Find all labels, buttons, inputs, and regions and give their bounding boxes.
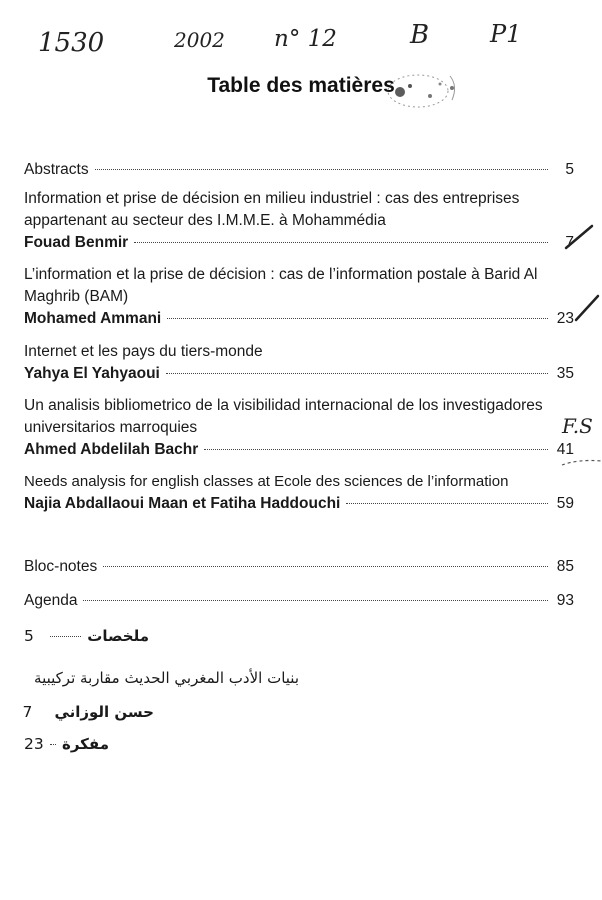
toc-entry-bloc-notes[interactable] (24, 556, 574, 578)
toc-entry[interactable] (24, 341, 574, 385)
toc-entry[interactable] (24, 264, 574, 330)
page-number: 93 (556, 592, 574, 609)
page-number: 41 (556, 441, 574, 458)
toc-entry-arabic-notes[interactable] (24, 732, 574, 756)
toc-entry-title: L’information et la prise de décision : cas de l’information postale à Barid Al Maghrib (BAM) (24, 266, 538, 305)
toc-entry-title: Internet et les pays du tiers-monde (24, 343, 263, 360)
toc-entry-title: Agenda (24, 592, 78, 609)
dot-leader (50, 744, 56, 745)
toc-entry-author: Mohamed Ammani (24, 310, 162, 327)
page-number: 7 (22, 703, 33, 721)
dot-leader (95, 169, 548, 170)
toc-entry-title: مفكرة (62, 735, 109, 753)
stamp-smudge-icon (380, 66, 470, 116)
handwritten-tick-icon (560, 220, 600, 260)
handwritten-ref: 1530 (38, 28, 105, 58)
dot-leader (167, 318, 548, 319)
toc-entry-title: ملخصات (87, 627, 149, 645)
dot-leader (346, 503, 548, 504)
toc-entry[interactable] (24, 395, 574, 461)
toc-entry-title: Needs analysis for english classes at Ecole des sciences de l’information (24, 473, 509, 490)
toc-entry-author: Fouad Benmir (24, 234, 129, 251)
dot-leader (50, 636, 81, 637)
page-title: Table des matières (207, 74, 395, 97)
dot-leader (134, 242, 548, 243)
toc-entry-title: بنيات الأدب المغربي الحديث مقاربة تركيبية (34, 669, 299, 687)
handwritten-note: F.S (562, 414, 593, 438)
toc-entry-title: Information et prise de décision en milieu industriel : cas des entreprises appartenant au secteur des I.M.M.E. à Mohammédia (24, 190, 520, 229)
page-number: 23 (556, 310, 574, 327)
handwritten-number: n° 12 (274, 26, 337, 52)
handwritten-tick-icon (572, 292, 602, 332)
toc-entry-abstracts[interactable] (24, 159, 574, 181)
page-number: 5 (24, 627, 34, 645)
page-number: 23 (24, 735, 44, 753)
toc-entry-author: Najia Abdallaoui Maan et Fatiha Haddouchi (24, 495, 341, 512)
toc-entry-title: Un analisis bibliometrico de la visibilidad internacional de los investigadores universitarios marroquies (24, 397, 543, 436)
dot-leader (204, 449, 548, 450)
toc-entry[interactable] (24, 188, 574, 254)
page-number: 35 (556, 365, 574, 382)
toc-entry-agenda[interactable] (24, 590, 574, 612)
toc-entry-author: Yahya El Yahyaoui (24, 365, 160, 382)
toc-entry-arabic-article[interactable] (24, 666, 574, 724)
dot-leader (166, 373, 548, 374)
toc-entry-arabic-abstracts[interactable] (24, 624, 574, 648)
page-number: 59 (556, 495, 574, 512)
handwritten-letter: B (410, 20, 430, 50)
toc-entry-author: حسن الوزاني (54, 703, 154, 721)
page-number: 7 (565, 234, 574, 251)
dot-leader (103, 566, 548, 567)
page-number: 5 (565, 161, 574, 178)
page-number: 85 (556, 558, 574, 575)
handwritten-tick-icon (558, 455, 602, 475)
toc-entry-title: Bloc-notes (24, 558, 98, 575)
dot-leader (83, 600, 548, 601)
toc-entry-author: Ahmed Abdelilah Bachr (24, 441, 199, 458)
handwritten-year: 2002 (174, 28, 225, 52)
toc-entry[interactable] (24, 471, 574, 515)
handwritten-code: P1 (490, 20, 522, 48)
toc-entry-title: Abstracts (24, 161, 89, 178)
